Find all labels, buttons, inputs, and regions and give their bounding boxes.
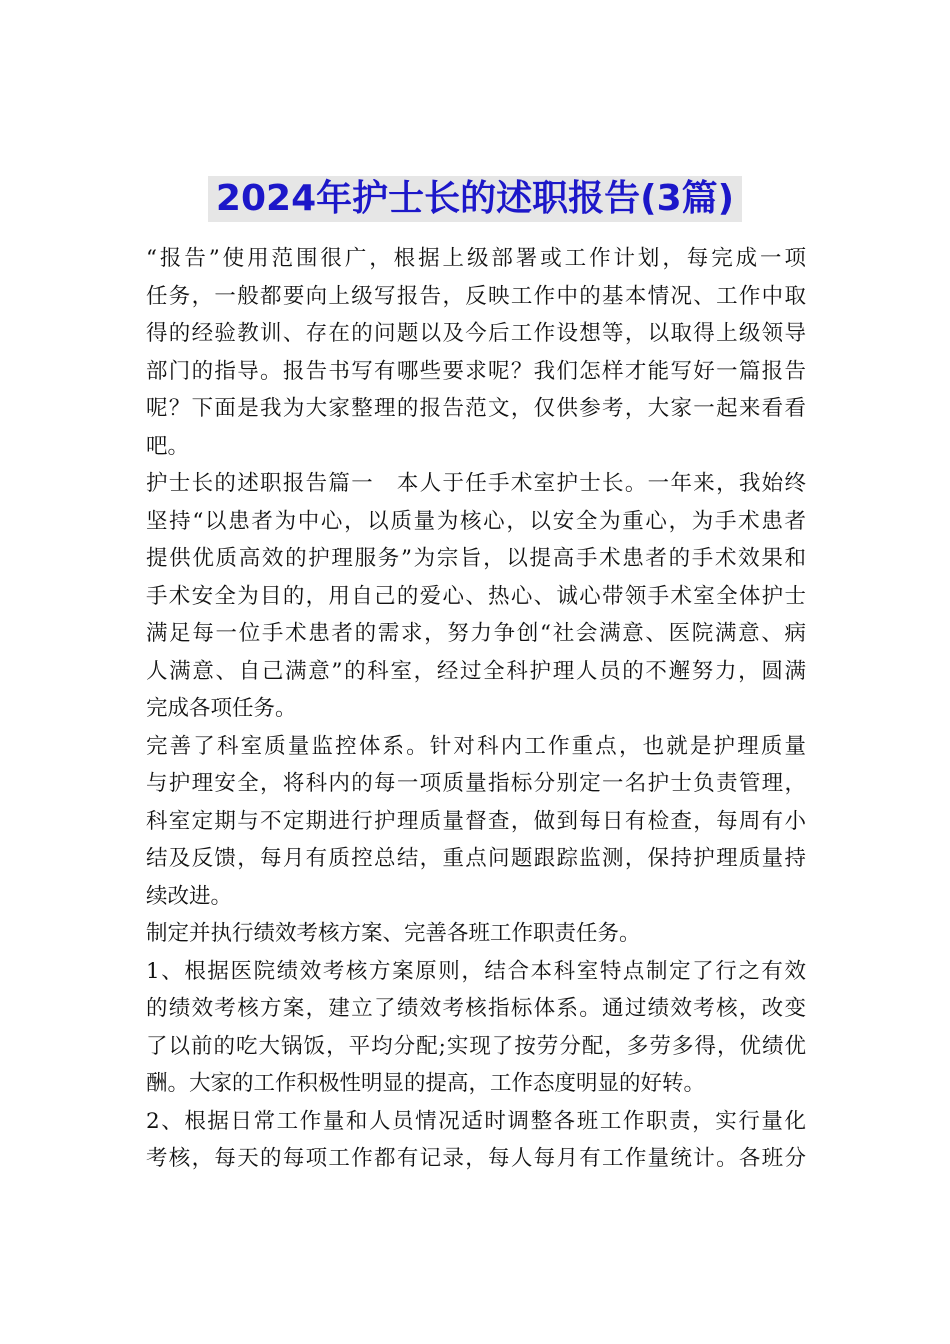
text-line: 了以前的吃大锅饭，平均分配;实现了按劳分配，多劳多得，优绩优 bbox=[146, 1033, 806, 1059]
text-line: 的绩效考核方案，建立了绩效考核指标体系。通过绩效考核，改变 bbox=[146, 996, 806, 1021]
text-line: 人满意、自己满意”的科室，经过全科护理人员的不邂努力，圆满 bbox=[146, 658, 806, 684]
text-line: 手术安全为目的，用自己的爱心、热心、诚心带领手术室全体护士 bbox=[146, 583, 806, 609]
text-line: 吧。 bbox=[146, 433, 190, 459]
text-line: 制定并执行绩效考核方案、完善各班工作职责任务。 bbox=[146, 921, 641, 946]
text-line: 续改进。 bbox=[146, 883, 233, 909]
text-line: 完成各项任务。 bbox=[146, 696, 297, 721]
text-line: 满足每一位手术患者的需求，努力争创“社会满意、医院满意、病 bbox=[146, 621, 806, 646]
text-line: 考核，每天的每项工作都有记录，每人每月有工作量统计。各班分 bbox=[146, 1146, 806, 1171]
title-area bbox=[0, 176, 950, 222]
text-line: 坚持“以患者为中心，以质量为核心，以安全为重心，为手术患者 bbox=[146, 508, 806, 534]
text-line: 任务，一般都要向上级写报告，反映工作中的基本情况、工作中取 bbox=[146, 283, 806, 309]
document-title: 2024年护士长的述职报告(3篇) bbox=[208, 176, 742, 222]
text-line: 完善了科室质量监控体系。针对科内工作重点，也就是护理质量 bbox=[146, 733, 806, 759]
text-line: 得的经验教训、存在的问题以及今后工作设想等，以取得上级领导 bbox=[146, 321, 806, 346]
text-line: 与护理安全，将科内的每一项质量指标分别定一名护士负责管理， bbox=[146, 771, 806, 796]
text-line: 提供优质高效的护理服务”为宗旨，以提高手术患者的手术效果和 bbox=[146, 546, 806, 571]
text-line: 护士长的述职报告篇一 本人于任手术室护士长。一年来，我始终 bbox=[146, 471, 806, 496]
text-line: 1、根据医院绩效考核方案原则，结合本科室特点制定了行之有效 bbox=[146, 958, 806, 984]
text-line: 2、根据日常工作量和人员情况适时调整各班工作职责，实行量化 bbox=[146, 1108, 806, 1134]
text-line: 科室定期与不定期进行护理质量督查，做到每日有检查，每周有小 bbox=[146, 808, 806, 834]
text-line: “报告”使用范围很广，根据上级部署或工作计划，每完成一项 bbox=[146, 246, 806, 271]
text-line: 酬。大家的工作积极性明显的提高，工作态度明显的好转。 bbox=[146, 1071, 706, 1096]
text-line: 呢？下面是我为大家整理的报告范文，仅供参考，大家一起来看看 bbox=[146, 396, 806, 421]
document-body bbox=[146, 240, 806, 1178]
text-line: 结及反馈，每月有质控总结，重点问题跟踪监测，保持护理质量持 bbox=[146, 846, 806, 871]
text-line: 部门的指导。报告书写有哪些要求呢？我们怎样才能写好一篇报告 bbox=[146, 358, 806, 384]
